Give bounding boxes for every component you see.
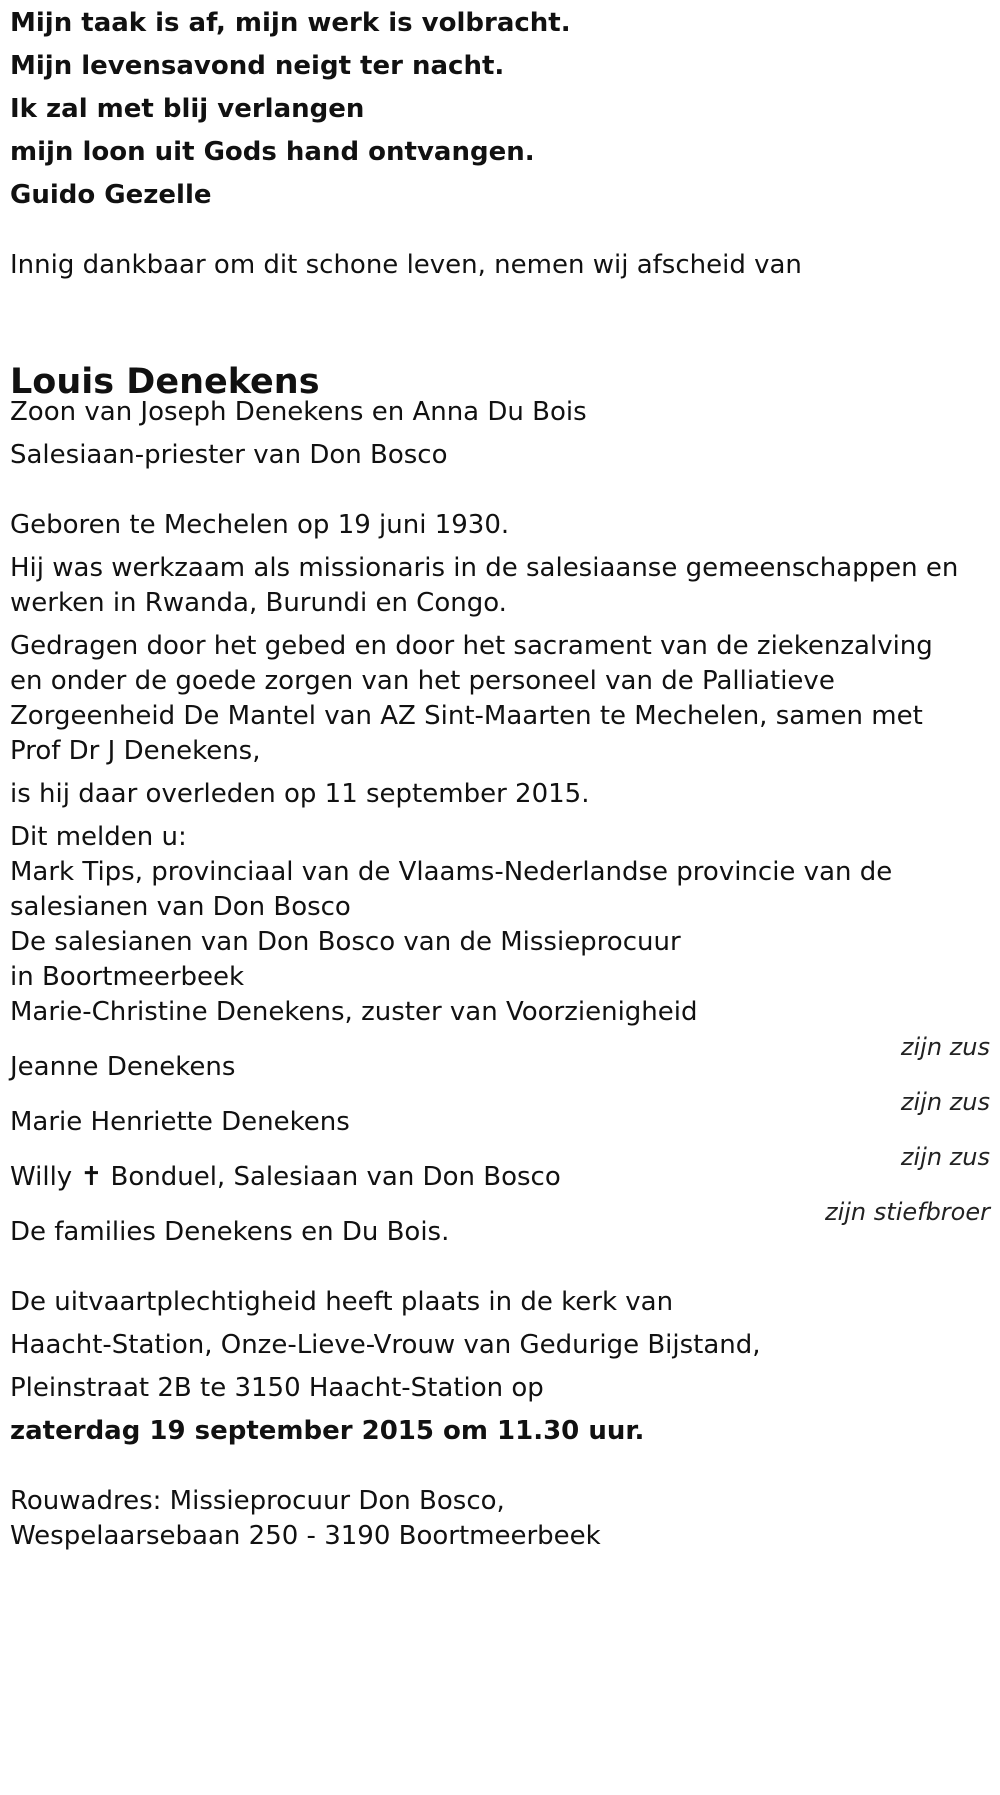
address-line: Wespelaarsebaan 250 - 3190 Boortmeerbeek	[10, 1521, 601, 1551]
relative-name: Marie Henriette Denekens	[10, 1107, 350, 1137]
relative-relation: zijn zus	[900, 1088, 990, 1116]
poem-line: Mijn levensavond neigt ter nacht.	[10, 51, 505, 81]
care-line: Gedragen door het gebed en door het sacrament van de ziekenzalving	[10, 631, 933, 661]
poem-line: Ik zal met blij verlangen	[10, 94, 365, 124]
announce-text: Dit melden u:	[10, 822, 187, 852]
poem-author: Guido Gezelle	[10, 180, 212, 210]
funeral-line: De uitvaartplechtigheid heeft plaats in de kerk van	[10, 1287, 674, 1317]
funeral-line: Haacht-Station, Onze-Lieve-Vrouw van Gedurige Bijstand,	[10, 1330, 761, 1360]
notifier-line: in Boortmeerbeek	[10, 962, 245, 992]
relative-relation: zijn stiefbroer	[825, 1198, 990, 1226]
parents-text: Zoon van Joseph Denekens en Anna Du Bois	[10, 397, 587, 427]
work-line: Hij was werkzaam als missionaris in de salesiaanse gemeenschappen en	[10, 553, 959, 583]
poem-line: Mijn taak is af, mijn werk is volbracht.	[10, 8, 571, 38]
care-line: Zorgeenheid De Mantel van AZ Sint-Maarten te Mechelen, samen met	[10, 701, 923, 731]
notifier-line: De salesianen van Don Bosco van de Missieprocuur	[10, 927, 681, 957]
notifier-line: Mark Tips, provinciaal van de Vlaams-Nederlandse provincie van de	[10, 857, 893, 887]
work-line: werken in Rwanda, Burundi en Congo.	[10, 588, 507, 618]
birth-text: Geboren te Mechelen op 19 juni 1930.	[10, 510, 510, 540]
funeral-line: Pleinstraat 2B te 3150 Haacht-Station op	[10, 1373, 544, 1403]
relative-name: Jeanne Denekens	[10, 1052, 236, 1082]
relative-name: Marie-Christine Denekens, zuster van Voorzienigheid	[10, 997, 698, 1027]
deceased-name: Louis Denekens	[10, 362, 320, 402]
care-line: Prof Dr J Denekens,	[10, 736, 261, 766]
death-text: is hij daar overleden op 11 september 2015.	[10, 779, 590, 809]
care-line: en onder de goede zorgen van het personeel van de Palliatieve	[10, 666, 835, 696]
funeral-date: zaterdag 19 september 2015 om 11.30 uur.	[10, 1416, 645, 1446]
address-line: Rouwadres: Missieprocuur Don Bosco,	[10, 1486, 505, 1516]
poem-line: mijn loon uit Gods hand ontvangen.	[10, 137, 535, 167]
families-text: De families Denekens en Du Bois.	[10, 1217, 450, 1247]
role-text: Salesiaan-priester van Don Bosco	[10, 440, 448, 470]
relative-relation: zijn zus	[900, 1143, 990, 1171]
relative-name: Willy ✝ Bonduel, Salesiaan van Don Bosco	[10, 1162, 561, 1192]
relative-relation: zijn zus	[900, 1033, 990, 1061]
notifier-line: salesianen van Don Bosco	[10, 892, 351, 922]
intro-text: Innig dankbaar om dit schone leven, nemen wij afscheid van	[10, 250, 802, 280]
